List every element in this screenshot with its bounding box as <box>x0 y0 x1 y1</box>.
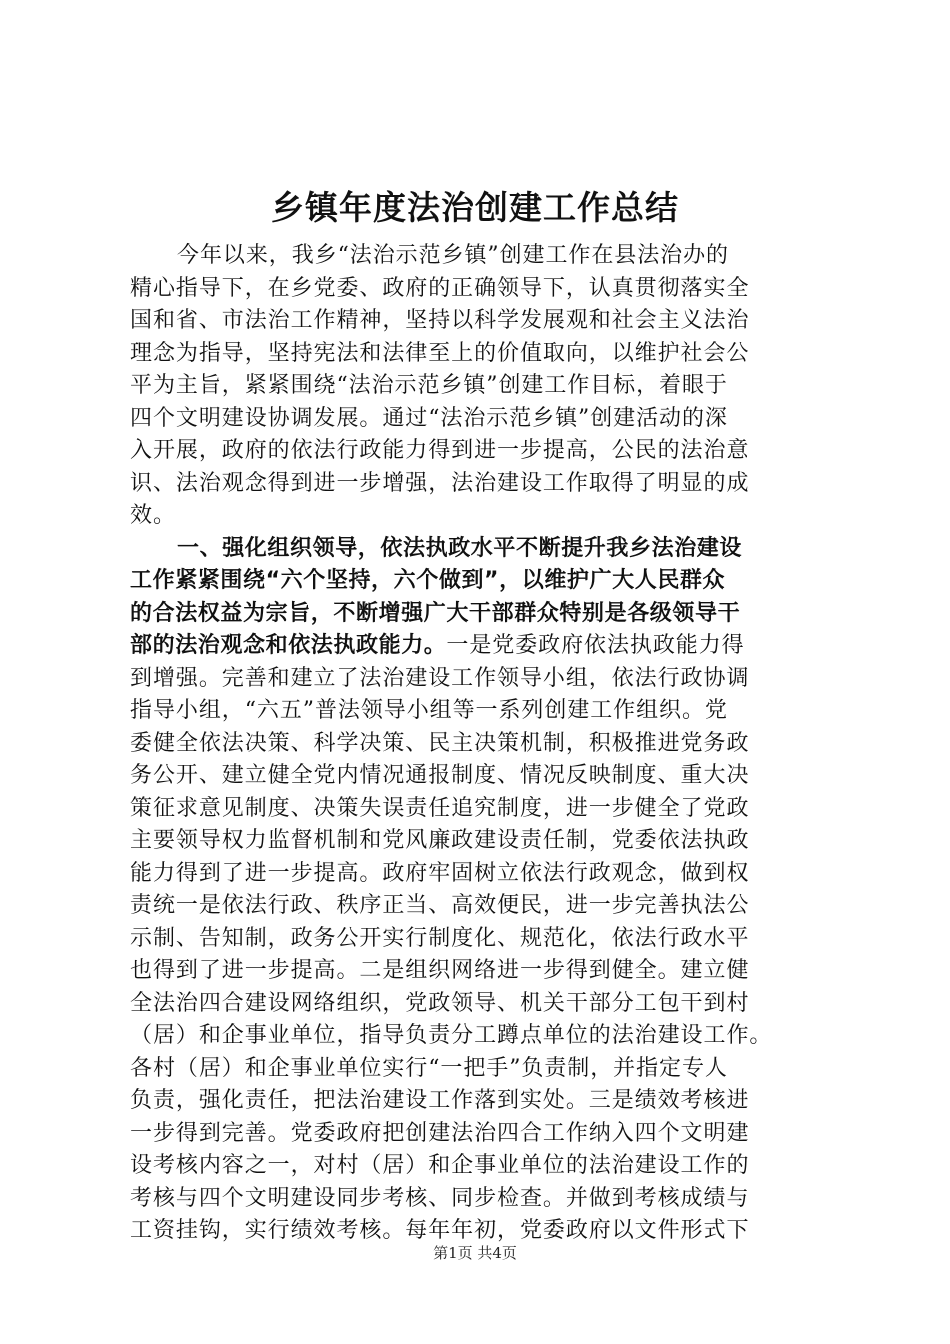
paragraph-line: 一步得到完善。党委政府把创建法治四合工作纳入四个文明建 <box>130 1120 750 1146</box>
paragraph-line: 到增强。完善和建立了法治建设工作领导小组，依法行政协调 <box>130 665 750 691</box>
paragraph-line: 平为主旨，紧紧围绕“法治示范乡镇”创建工作目标，着眼于 <box>130 373 728 398</box>
page-number-footer: 第1页 共4页 <box>433 1244 517 1262</box>
paragraph-line: 考核与四个文明建设同步考核、同步检查。并做到考核成绩与 <box>130 1185 750 1211</box>
paragraph-line: 全法治四合建设网络组织，党政领导、机关干部分工包干到村 <box>130 990 750 1016</box>
document-title: 乡镇年度法治创建工作总结 <box>271 188 679 227</box>
paragraph-line: 务公开、建立健全党内情况通报制度、情况反映制度、重大决 <box>130 763 750 788</box>
paragraph-line: 指导小组，“六五”普法领导小组等一系列创建工作组织。党 <box>130 698 728 723</box>
paragraph-line: 各村（居）和企事业单位实行“一把手”负责制，并指定专人 <box>130 1055 728 1081</box>
document-body <box>130 240 830 1248</box>
paragraph-line: 委健全依法决策、科学决策、民主决策机制，积极推进党务政 <box>130 730 750 756</box>
paragraph-line: 入开展，政府的依法行政能力得到进一步提高，公民的法治意 <box>130 438 750 463</box>
section-heading-line: 的合法权益为宗旨，不断增强广大干部群众特别是各级领导干 <box>130 600 741 626</box>
paragraph-line: 理念为指导，坚持宪法和法律至上的价值取向，以维护社会公 <box>130 340 750 366</box>
paragraph-line: 也得到了进一步提高。二是组织网络进一步得到健全。建立健 <box>130 958 750 983</box>
paragraph-line: 负责，强化责任，把法治建设工作落到实处。三是绩效考核进 <box>130 1088 750 1113</box>
paragraph-line: 工资挂钩，实行绩效考核。每年年初，党委政府以文件形式下 <box>130 1218 750 1243</box>
paragraph-line: （居）和企事业单位，指导负责分工蹲点单位的法治建设工作。 <box>130 1023 773 1048</box>
paragraph-line <box>130 630 830 663</box>
paragraph-line: 示制、告知制，政务公开实行制度化、规范化，依法行政水平 <box>130 925 750 951</box>
paragraph-line: 国和省、市法治工作精神，坚持以科学发展观和社会主义法治 <box>130 308 750 333</box>
paragraph-line: 设考核内容之一，对村（居）和企事业单位的法治建设工作的 <box>130 1153 750 1178</box>
paragraph-line: 主要领导权力监督机制和党风廉政建设责任制，党委依法执政 <box>130 828 750 853</box>
paragraph-text: 一是党委政府依法执政能力得 <box>446 633 745 658</box>
paragraph-line: 责统一是依法行政、秩序正当、高效便民，进一步完善执法公 <box>130 893 750 918</box>
paragraph-line: 精心指导下，在乡党委、政府的正确领导下，认真贯彻落实全 <box>130 275 750 301</box>
paragraph-line: 识、法治观念得到进一步增强，法治建设工作取得了明显的成 <box>130 470 750 496</box>
section-heading-line: 一、强化组织领导，依法执政水平不断提升我乡法治建设 <box>177 535 743 561</box>
paragraph-line: 今年以来，我乡“法治示范乡镇”创建工作在县法治办的 <box>177 243 729 268</box>
paragraph-line: 效。 <box>130 503 176 528</box>
paragraph-line: 能力得到了进一步提高。政府牢固树立依法行政观念，做到权 <box>130 860 750 886</box>
paragraph-line: 四个文明建设协调发展。通过“法治示范乡镇”创建活动的深 <box>130 405 728 431</box>
paragraph-line: 策征求意见制度、决策失误责任追究制度，进一步健全了党政 <box>130 795 750 821</box>
section-heading-line: 工作紧紧围绕“六个坚持，六个做到”，以维护广大人民群众 <box>130 568 726 593</box>
section-heading-tail: 部的法治观念和依法执政能力。 <box>130 633 447 658</box>
